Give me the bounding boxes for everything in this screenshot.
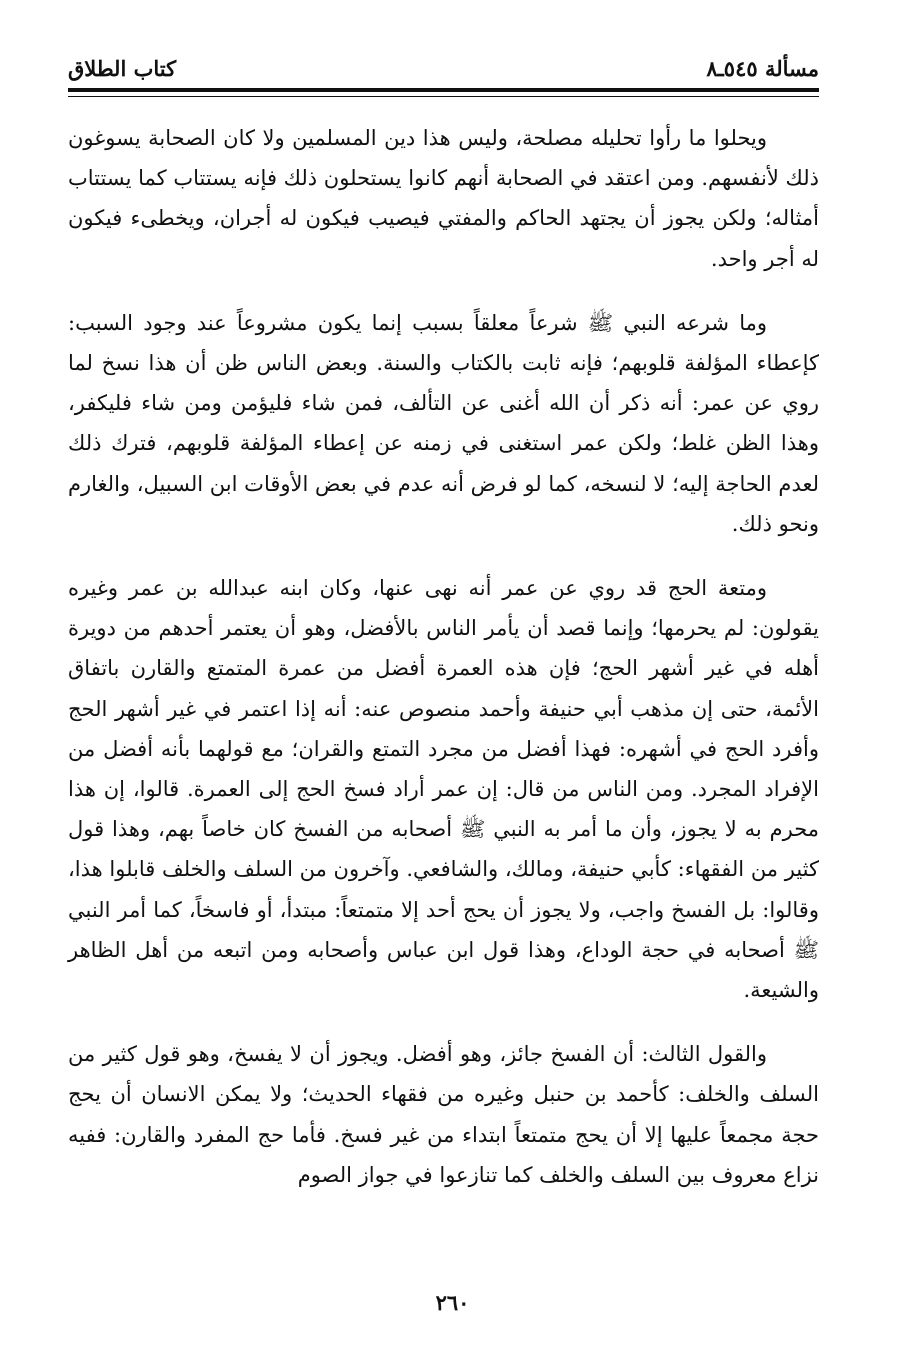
- body-text: [68, 118, 819, 1219]
- paragraph-4: والقول الثالث: أن الفسخ جائز، وهو أفضل. ويجوز أن لا يفسخ، وهو قول كثير من السلف والخلف: كأحمد بن حنبل وغيره من فقهاء الحديث؛ ولا يمكن الانسان أن يحج حجة مجمعاً عليها إلا أن يحج متمتعاً ابتداء من غير فسخ. فأما حج المفرد والقارن: ففيه نزاع معروف بين السلف والخلف كما تنازعوا في جواز الصوم: [68, 1042, 819, 1187]
- paragraph-1: ويحلوا ما رأوا تحليله مصلحة، وليس هذا دين المسلمين ولا كان الصحابة يسوغون ذلك لأنفسهم. ومن اعتقد في الصحابة أنهم كانوا يستحلون ذلك فإنه يستتاب كما يستتاب أمثاله؛ ولكن يجوز أن يجتهد الحاكم والمفتي فيصيب فيكون له أجران، ويخطىء فيكون له أجر واحد.: [68, 126, 819, 271]
- paragraph-2: وما شرعه النبي ﷺ شرعاً معلقاً بسبب إنما يكون مشروعاً عند وجود السبب: كإعطاء المؤلفة قلوبهم؛ فإنه ثابت بالكتاب والسنة. وبعض الناس ظن أن هذا نسخ لما روي عن عمر: أنه ذكر أن الله أغنى عن التألف، فمن شاء فليؤمن ومن شاء فليكفر، وهذا الظن غلط؛ ولكن عمر استغنى في زمنه عن إعطاء المؤلفة قلوبهم، فترك ذلك لعدم الحاجة إليه؛ لا لنسخه، كما لو فرض أنه عدم في بعض الأوقات ابن السبيل، والغارم ونحو ذلك.: [68, 310, 819, 536]
- header-rule-thick: [68, 88, 819, 92]
- running-header: [68, 52, 819, 90]
- paragraph-3: ومتعة الحج قد روي عن عمر أنه نهى عنها، وكان ابنه عبدالله بن عمر وغيره يقولون: لم يحرمها؛ وإنما قصد أن يأمر الناس بالأفضل، وهو أن يعتمر أحدهم من دويرة أهله في غير أشهر الحج؛ فإن هذه العمرة أفضل من عمرة المتمتع والقارن باتفاق الأئمة، حتى إن مذهب أبي حنيفة وأحمد منصوص عنه: أنه إذا اعتمر في غير أشهر الحج وأفرد الحج في أشهره: فهذا أفضل من مجرد التمتع والقران؛ مع قولهما بأنه أفضل من الإفراد المجرد. ومن الناس من قال: إن عمر أراد فسخ الحج إلى العمرة. قالوا، إن هذا محرم به لا يجوز، وأن ما أمر به النبي ﷺ أصحابه من الفسخ كان خاصاً بهم، وهذا قول كثير من الفقهاء: كأبي حنيفة، ومالك، والشافعي. وآخرون من السلف والخلف قابلوا هذا، وقالوا: بل الفسخ واجب، ولا يجوز أن يحج أحد إلا متمتعاً: مبتدأ، أو فاسخاً، كما أمر النبي ﷺ أصحابه في حجة الوداع، وهذا قول ابن عباس وأصحابه ومن اتبعه من أهل الظاهر والشيعة.: [68, 576, 819, 1003]
- page-number: ٢٦٠: [435, 1290, 470, 1315]
- issue-number-label: مسألة ٥٤٥ـ٨: [706, 56, 819, 81]
- book-title-label: كتاب الطلاق: [68, 56, 177, 81]
- header-rule-thin: [68, 96, 819, 97]
